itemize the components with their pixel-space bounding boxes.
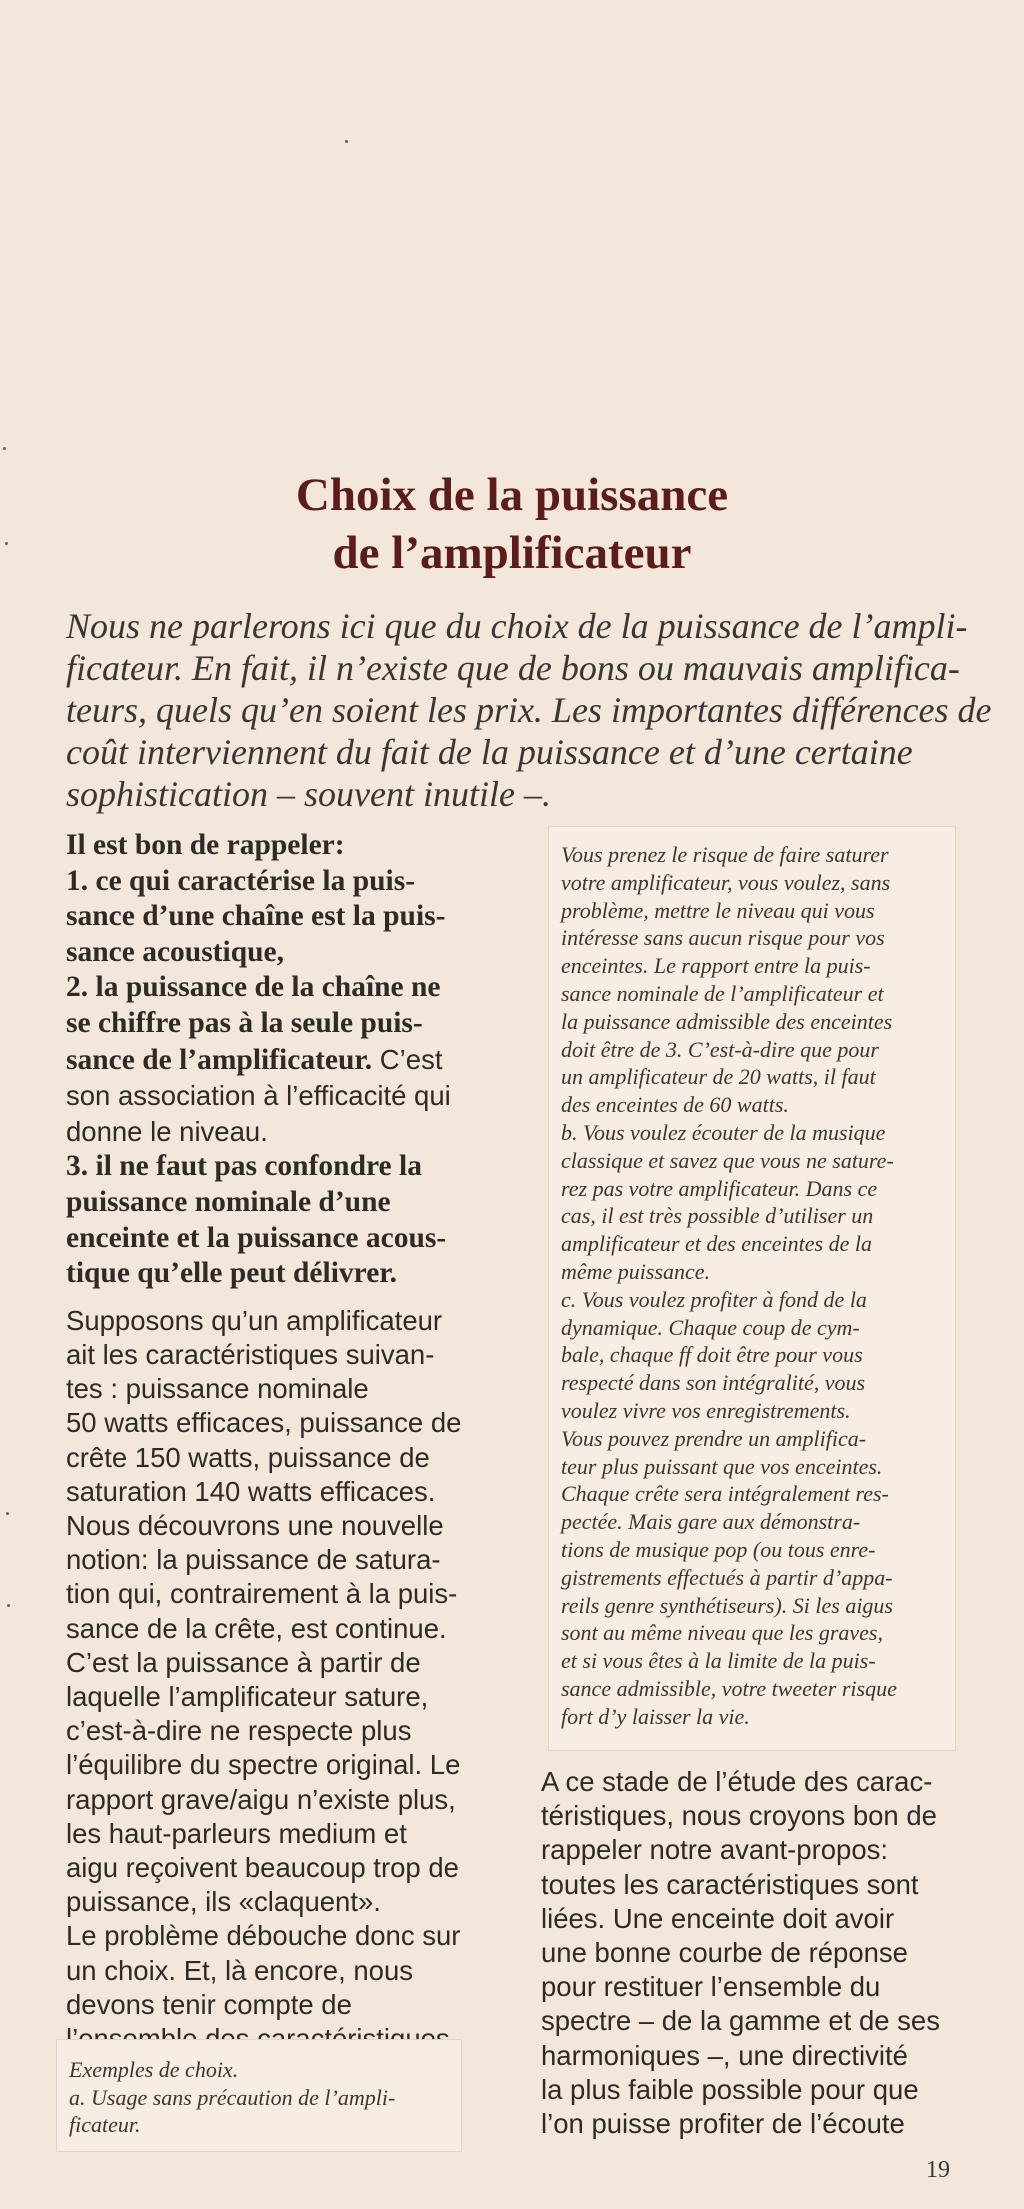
paper-speck: [345, 140, 348, 143]
body-line: C’est la puissance à partir de: [66, 1646, 421, 1678]
body-line: devons tenir compte de: [66, 1988, 352, 2020]
body-line: tion qui, contrairement à la puis-: [66, 1578, 458, 1610]
intro-line: ficateur. En fait, il n’existe que de bons ou mauvais amplifica-: [66, 648, 960, 688]
examples-sidebar: [56, 2039, 462, 2152]
sidebar-line: Vous prenez le risque de faire saturer: [561, 842, 889, 867]
body-line: un choix. Et, là encore, nous: [66, 1954, 414, 1986]
body-line: l’équilibre du spectre original. Le: [66, 1749, 461, 1781]
sidebar-line: Exemples de choix.: [69, 2057, 239, 2082]
key-point-mixed-line: [66, 1042, 476, 1079]
sidebar-line: gistrements effectués à partir d’appa-: [561, 1564, 893, 1590]
sidebar-line: sance nominale de l’amplificateur et: [561, 980, 884, 1006]
body-line: rapport grave/aigu n’existe plus,: [66, 1783, 456, 1815]
sidebar-line: Chaque crête sera intégralement res-: [561, 1481, 889, 1507]
sidebar-line: et si vous êtes à la limite de la puis-: [561, 1648, 876, 1674]
body-line: la plus faible possible pour que: [541, 2073, 919, 2105]
sidebar-line: teur plus puissant que vos enceintes.: [561, 1453, 883, 1479]
intro-paragraph: [66, 605, 992, 815]
sidebar-line: votre amplificateur, vous voulez, sans: [561, 869, 891, 895]
body-line: 50 watts efficaces, puissance de: [66, 1407, 462, 1439]
sidebar-line: même puissance.: [561, 1258, 711, 1284]
body-line: c’est-à-dire ne respecte plus: [66, 1715, 412, 1747]
body-line: Nous découvrons une nouvelle: [66, 1509, 444, 1541]
intro-line: teurs, quels qu’en soient les prix. Les importantes différences de: [66, 690, 992, 730]
body-line: l’on puisse profiter de l’écoute: [541, 2108, 905, 2140]
body-line: harmoniques –, une directivité: [541, 2039, 908, 2071]
sidebar-line: doit être de 3. C’est-à-dire que pour: [561, 1036, 879, 1062]
sidebar-line: enceintes. Le rapport entre la puis-: [561, 953, 871, 979]
title-line: de l’amplificateur: [332, 527, 692, 579]
paper-speck: [3, 447, 6, 450]
sidebar-line: tions de musique pop (ou tous enre-: [561, 1536, 876, 1562]
sidebar-line: pectée. Mais gare aux démonstra-: [561, 1509, 861, 1535]
body-line: sance de la crête, est continue.: [66, 1612, 447, 1644]
key-point-light-line: donne le niveau.: [66, 1115, 268, 1147]
paper-speck: [7, 1604, 10, 1607]
key-point-line: 1. ce qui caractérise la puis-: [66, 864, 416, 897]
body-line: Supposons qu’un amplificateur: [66, 1304, 443, 1336]
sidebar-line: Vous pouvez prendre un amplifica-: [561, 1425, 867, 1451]
page-number: 19: [926, 2157, 950, 2183]
body-line: ait les caractéristiques suivan-: [66, 1338, 435, 1370]
intro-line: sophistication – souvent inutile –.: [66, 774, 551, 814]
body-line: aigu reçoivent beaucoup trop de: [66, 1851, 459, 1883]
sidebar-line: reils genre synthétiseurs). Si les aigus: [561, 1592, 893, 1618]
key-point-line: enceinte et la puissance acous-: [66, 1221, 447, 1254]
intro-line: coût interviennent du fait de la puissance et d’une certaine: [66, 732, 913, 772]
sidebar-line: sance admissible, votre tweeter risque: [561, 1675, 897, 1701]
left-column: [66, 828, 476, 2056]
body-line: téristiques, nous croyons bon de: [541, 1800, 937, 1832]
key-points: [66, 828, 476, 1292]
sidebar-line: c. Vous voulez profiter à fond de la: [561, 1286, 867, 1312]
right-column: [541, 1765, 961, 2141]
sidebar-line: voulez vivre vos enregistrements.: [561, 1397, 851, 1423]
body-line: une bonne courbe de réponse: [541, 1937, 908, 1969]
key-point-line: Il est bon de rappeler:: [66, 829, 345, 861]
key-point-line: se chiffre pas à la seule puis-: [66, 1006, 423, 1039]
bold-fragment: sance de l’amplificateur.: [66, 1043, 373, 1076]
body-line: saturation 140 watts efficaces.: [66, 1475, 436, 1507]
sidebar-line: respecté dans son intégralité, vous: [561, 1370, 866, 1396]
sidebar-line: dynamique. Chaque coup de cym-: [561, 1314, 860, 1340]
sidebar-line: b. Vous voulez écouter de la musique: [561, 1119, 886, 1145]
left-body-text: [66, 1304, 476, 2056]
body-line: A ce stade de l’étude des carac-: [541, 1766, 933, 1797]
examples-sidebar-continued: [548, 826, 956, 1751]
body-line: Le problème débouche donc sur: [66, 1920, 461, 1952]
body-line: les haut-parleurs medium et: [66, 1817, 407, 1849]
light-fragment: C’est: [372, 1043, 443, 1075]
article-title: [0, 466, 1024, 582]
body-line: pour restituer l’ensemble du: [541, 1971, 881, 2003]
sidebar-line: ficateur.: [69, 2112, 141, 2137]
sidebar-line: fort d’y laisser la vie.: [561, 1703, 750, 1729]
sidebar-line: la puissance admissible des enceintes: [561, 1008, 893, 1034]
paper-speck: [6, 1512, 9, 1515]
intro-line: Nous ne parlerons ici que du choix de la puissance de l’ampli-: [66, 606, 968, 646]
key-point-line: 2. la puissance de la chaîne ne: [66, 971, 441, 1004]
key-point-line: sance acoustique,: [66, 935, 284, 968]
sidebar-line: des enceintes de 60 watts.: [561, 1092, 789, 1118]
sidebar-line: a. Usage sans précaution de l’ampli-: [69, 2084, 396, 2110]
key-point-line: tique qu’elle peut délivrer.: [66, 1257, 398, 1290]
body-line: laquelle l’amplificateur sature,: [66, 1680, 429, 1712]
sidebar-line: amplificateur et des enceintes de la: [561, 1231, 872, 1257]
sidebar-line: intéresse sans aucun risque pour vos: [561, 925, 885, 951]
sidebar-line: sont au même niveau que les graves,: [561, 1620, 883, 1646]
body-line: rappeler notre avant-propos:: [541, 1834, 889, 1866]
key-point-line: sance d’une chaîne est la puis-: [66, 900, 446, 933]
sidebar-line: bale, chaque ff doit être pour vous: [561, 1342, 863, 1368]
sidebar-line: rez pas votre amplificateur. Dans ce: [561, 1175, 878, 1201]
title-line: Choix de la puissance: [295, 469, 729, 521]
body-line: tes : puissance nominale: [66, 1373, 369, 1405]
body-line: crête 150 watts, puissance de: [66, 1441, 430, 1473]
body-line: notion: la puissance de satura-: [66, 1544, 441, 1576]
sidebar-line: cas, il est très possible d’utiliser un: [561, 1203, 874, 1229]
key-point-line: 3. il ne faut pas confondre la: [66, 1150, 422, 1183]
sidebar-line: classique et savez que vous ne sature-: [561, 1147, 894, 1173]
sidebar-line: problème, mettre le niveau qui vous: [561, 897, 875, 923]
key-point-light-line: son association à l’efficacité qui: [66, 1080, 451, 1112]
key-point-line: puissance nominale d’une: [66, 1185, 391, 1218]
sidebar-line: un amplificateur de 20 watts, il faut: [561, 1064, 876, 1090]
body-line: puissance, ils «claquent».: [66, 1886, 381, 1918]
body-line: spectre – de la gamme et de ses: [541, 2005, 940, 2037]
body-line: liées. Une enceinte doit avoir: [541, 1902, 895, 1934]
body-line: toutes les caractéristiques sont: [541, 1868, 919, 1900]
